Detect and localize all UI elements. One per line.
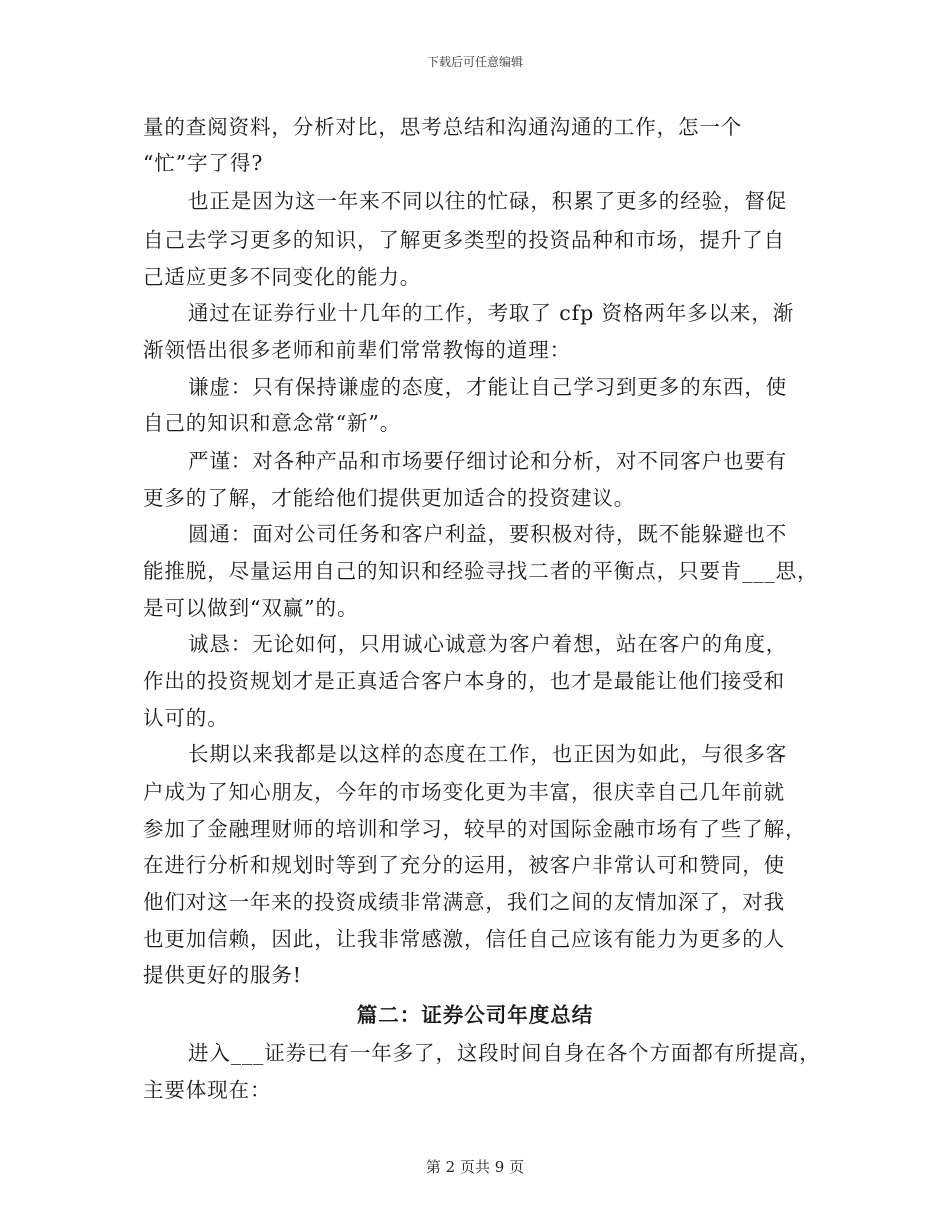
- text-line: 提供更好的服务!: [143, 963, 302, 987]
- text-line: 自己去学习更多的知识，了解更多类型的投资品种和市场，提升了自: [143, 228, 785, 252]
- text-line: 渐领悟出很多老师和前辈们常常教悔的道理：: [143, 338, 571, 362]
- text-line: 也正是因为这一年来不同以往的忙碌，积累了更多的经验，督促: [188, 189, 788, 213]
- page-header: 下载后可任意编辑: [426, 55, 523, 69]
- text-line: 量的查阅资料，分析对比，思考总结和沟通沟通的工作，怎一个: [143, 115, 743, 139]
- text-line: 认可的。: [143, 706, 229, 730]
- text-line: 进入___证券已有一年多了，这段时间自身在各个方面都有所提高，: [188, 1041, 821, 1065]
- text-line: 谦虚：只有保持谦虚的态度，才能让自己学习到更多的东西，使: [188, 375, 788, 399]
- text-line: 主要体现在：: [143, 1078, 272, 1102]
- text-line: “忙”字了得?: [143, 151, 264, 175]
- text-line: 长期以来我都是以这样的态度在工作，也正因为如此，与很多客: [188, 742, 788, 766]
- text-line: 自己的知识和意念常“新”。: [143, 411, 402, 435]
- text-line: 户成为了知心朋友，今年的市场变化更为丰富，很庆幸自己几年前就: [143, 780, 785, 804]
- text-line: 诚恳：无论如何，只用诚心诚意为客户着想，站在客户的角度，: [188, 632, 788, 656]
- text-line: 作出的投资规划才是正真适合客户本身的，也才是最能让他们接受和: [143, 669, 785, 693]
- text-line: 能推脱，尽量运用自己的知识和经验寻找二者的平衡点，只要肯___思，: [143, 559, 819, 583]
- page-footer: 第 2 页共 9 页: [425, 1158, 525, 1176]
- text-line: 更多的了解，才能给他们提供更加适合的投资建议。: [143, 486, 636, 510]
- text-line: 通过在证券行业十几年的工作，考取了 cfp 资格两年多以来，渐: [188, 301, 795, 325]
- text-line: 在进行分析和规划时等到了充分的运用，被客户非常认可和赞同，使: [143, 853, 785, 877]
- text-line: 圆通：面对公司任务和客户利益，要积极对待，既不能躲避也不: [188, 522, 788, 546]
- text-line: 也更加信赖，因此，让我非常感激，信任自己应该有能力为更多的人: [143, 927, 785, 951]
- text-line: 参加了金融理财师的培训和学习，较早的对国际金融市场有了些了解，: [143, 817, 807, 841]
- text-line: 是可以做到“双赢”的。: [143, 596, 359, 620]
- text-line: 他们对这一年来的投资成绩非常满意，我们之间的友情加深了，对我: [143, 890, 785, 914]
- text-line: 己适应更多不同变化的能力。: [143, 265, 422, 289]
- text-line: 严谨：对各种产品和市场要仔细讨论和分析，对不同客户也要有: [188, 449, 788, 473]
- section-title: 篇二：证券公司年度总结: [356, 1003, 594, 1027]
